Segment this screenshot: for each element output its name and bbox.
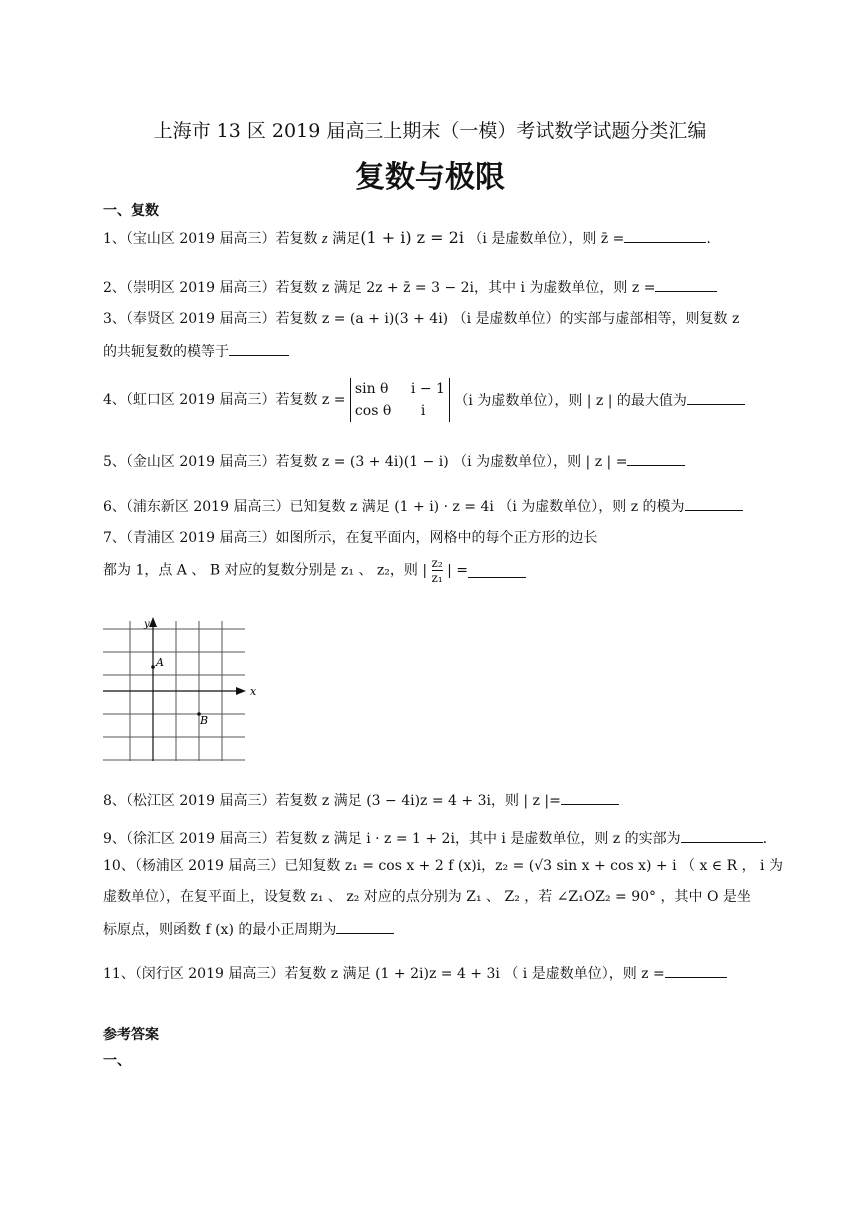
determinant-matrix: sin θ i − 1 cos θ i (350, 378, 450, 422)
question-10: 10、（杨浦区 2019 届高三）已知复数 z₁ = cos x + 2 f (x)i，z₂ = (√3 sin x + cos x) + i （ x ∈ R ， i 为 (103, 858, 783, 874)
question-10-line2: 虚数单位），在复平面上，设复数 z₁ 、 z₂ 对应的点分别为 Z₁ 、 Z₂ ，若 ∠Z₁OZ₂ = 90° ，其中 O 是坐 (103, 889, 751, 905)
answer-blank (685, 496, 743, 511)
answer-blank (665, 963, 727, 978)
y-axis-arrow-icon (149, 617, 157, 627)
question-1: 1、（宝山区 2019 届高三）若复数 z 满足(1 + i) z = 2i （i 是虚数单位），则 z̄ = . (103, 228, 711, 247)
answer-blank (627, 451, 685, 466)
answers-heading: 参考答案 (103, 1027, 159, 1043)
question-6: 6、（浦东新区 2019 届高三）已知复数 z 满足 (1 + i) · z = 4i （i 为虚数单位），则 z 的模为 (103, 496, 743, 517)
answer-blank (687, 390, 745, 405)
question-2: 2、（崇明区 2019 届高三）若复数 z 满足 2z + z̄ = 3 − 2i，其中 i 为虚数单位，则 z = (103, 277, 717, 298)
answer-blank (468, 563, 526, 578)
document-title: 复数与极限 (355, 160, 505, 195)
answer-blank (624, 228, 706, 243)
answer-blank (336, 919, 394, 934)
x-axis-label: x (250, 685, 257, 698)
y-axis-label: y (144, 619, 150, 630)
question-5: 5、（金山区 2019 届高三）若复数 z = (3 + 4i)(1 − i) （i 为虚数单位），则 | z | = (103, 451, 685, 472)
question-7: 7、（青浦区 2019 届高三）如图所示，在复平面内，网格中的每个正方形的边长 (103, 530, 598, 546)
section-heading-complex: 一、复数 (103, 203, 159, 219)
answer-blank (681, 828, 763, 843)
document-subtitle: 上海市 13 区 2019 届高三上期末（一模）考试数学试题分类汇编 (153, 120, 707, 142)
axes (103, 623, 240, 761)
point-a-marker (151, 665, 155, 669)
fraction-z2-over-z1: $\frac{\text{z₂}}{\text{z₁}}$ (431, 556, 443, 585)
question-3-line2: 的共轭复数的模等于 (103, 341, 289, 362)
question-8: 8、（松江区 2019 届高三）若复数 z 满足 (3 − 4i)z = 4 + 3i，则 | z |= (103, 790, 619, 811)
question-11: 11、（闵行区 2019 届高三）若复数 z 满足 (1 + 2i)z = 4 + 3i （ i 是虚数单位），则 z = (103, 963, 727, 984)
question-9: 9、（徐汇区 2019 届高三）若复数 z 满足 i · z = 1 + 2i，其中 i 是虚数单位，则 z 的实部为 . (103, 828, 767, 849)
question-4: 4、（虹口区 2019 届高三）若复数 z = sin θ i − 1 cos θ i （i 为虚数单位），则 | z | 的最大值为 (103, 378, 745, 428)
answer-blank (655, 277, 717, 292)
x-axis-arrow-icon (236, 687, 246, 695)
point-a-label: A (156, 656, 164, 669)
question-10-line3: 标原点，则函数 f (x) 的最小正周期为 (103, 919, 394, 940)
complex-plane-grid-figure (100, 615, 262, 765)
question-7-line2: 都为 1，点 A 、 B 对应的复数分别是 z₁ 、 z₂，则 | $\frac{\text{z₂}}{\text{z₁}}$ | = (103, 556, 526, 596)
point-b-label: B (200, 714, 209, 727)
answer-blank (561, 790, 619, 805)
answer-blank (229, 341, 289, 356)
question-3: 3、（奉贤区 2019 届高三）若复数 z = (a + i)(3 + 4i) （i 是虚数单位）的实部与虚部相等，则复数 z (103, 311, 740, 327)
answers-section-heading: 一、 (103, 1053, 131, 1069)
